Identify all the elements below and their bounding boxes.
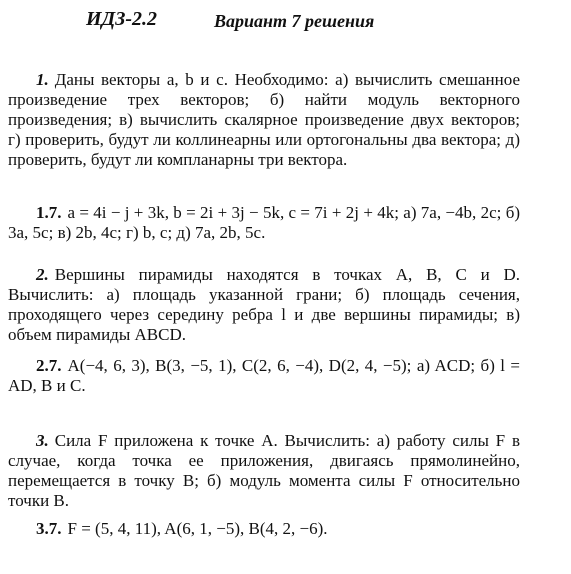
variant-3 (8, 519, 520, 539)
problem-3-statement (8, 431, 520, 511)
problem-2-statement (8, 265, 520, 345)
problem-3-text: Сила F приложена к точке A. Вычислить: а) работу силы F в случае, когда точка ее приложения, двигаясь прямолинейно, перемещается в точку B; б) модуль момента силы F относительно точки B. (8, 431, 520, 510)
variant-2-text: A(−4, 6, 3), B(3, −5, 1), C(2, 6, −4), D(2, 4, −5); а) ACD; б) l = AD, B и C. (8, 356, 520, 395)
problem-1-text: Даны векторы a, b и c. Необходимо: а) вычислить смешанное произведение трех векторов; б) найти модуль векторного произведения; в) вычислить скалярное произведение двух векторов; г) проверить, будут ли коллинеарны или ортогональны два вектора; д) проверить, будут ли компланарны три вектора. (8, 70, 520, 169)
problem-3-number: 3. (36, 431, 49, 450)
variant-3-statement (8, 519, 520, 539)
problem-3 (8, 431, 520, 511)
problem-1-statement (8, 70, 520, 170)
variant-2-statement (8, 356, 520, 396)
variant-1-text: a = 4i − j + 3k, b = 2i + 3j − 5k, c = 7i + 2j + 4k; а) 7a, −4b, 2c; б) 3a, 5c; в) 2b, 4c; г) b, c; д) 7a, 2b, 5c. (8, 203, 520, 242)
problem-1-number: 1. (36, 70, 49, 89)
variant-3-text: F = (5, 4, 11), A(6, 1, −5), B(4, 2, −6). (67, 519, 328, 538)
assignment-title: ИДЗ-2.2 (86, 8, 158, 30)
variant-2 (8, 356, 520, 396)
variant-1-number: 1.7. (36, 203, 62, 222)
problem-2-text: Вершины пирамиды находятся в точках A, B, C и D. Вычислить: а) площадь указанной грани; б) площадь сечения, проходящего через середину ребра l и две вершины пирамиды; в) объем пирамиды ABCD. (8, 265, 520, 344)
variant-3-number: 3.7. (36, 519, 62, 538)
variant-1-statement (8, 203, 520, 243)
problem-2-number: 2. (36, 265, 49, 284)
document-header (0, 8, 571, 36)
variant-1 (8, 203, 520, 243)
problem-2 (8, 265, 520, 345)
problem-1 (8, 70, 520, 170)
variant-title: Вариант 7 решения (214, 11, 375, 31)
variant-2-number: 2.7. (36, 356, 62, 375)
